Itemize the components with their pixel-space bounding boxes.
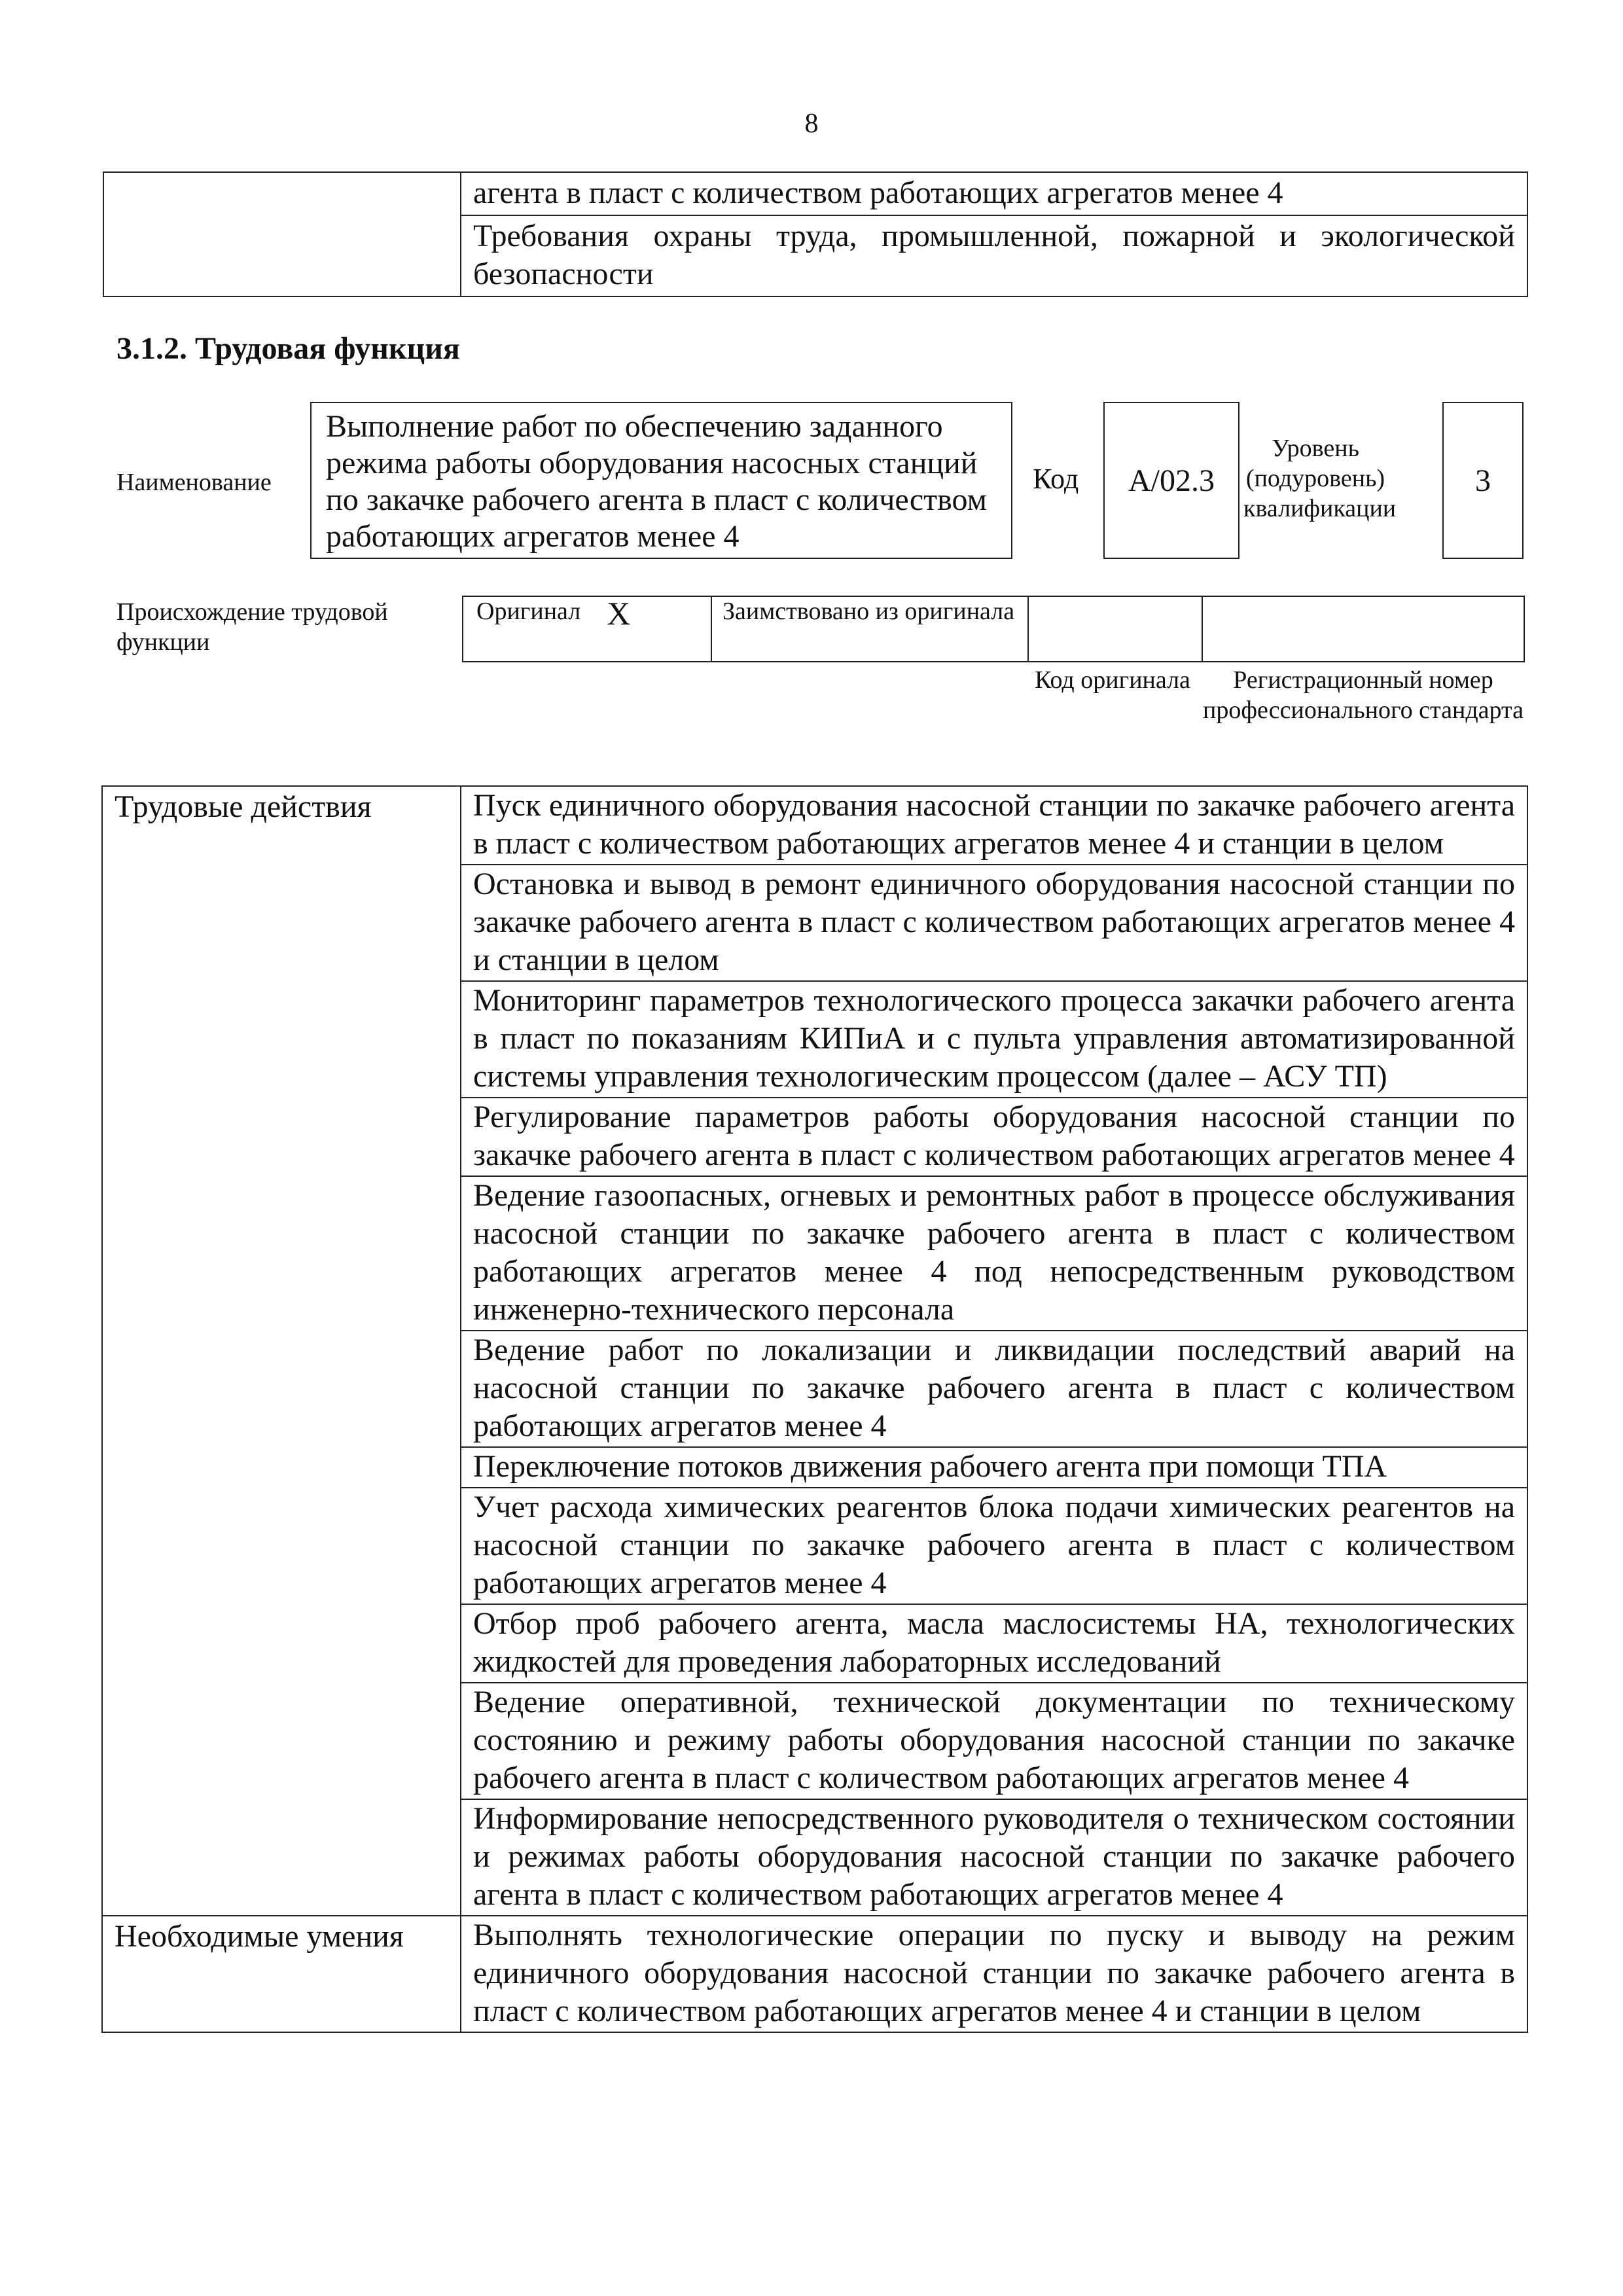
table-row [102, 1916, 1527, 2032]
section-heading: 3.1.2. Трудовая функция [116, 331, 460, 366]
page-number: 8 [804, 109, 819, 139]
labor-action-item: Мониторинг параметров технологического процесса закачки рабочего агента в пласт по показаниям КИПиА и с пульта управления автоматизированной системы управления технологическим процессом (далее – АСУ ТП) [461, 981, 1527, 1098]
original-label: Оригинал [476, 598, 581, 625]
labor-action-item: Переключение потоков движения рабочего агента при помощи ТПА [461, 1447, 1527, 1488]
empty-cell [103, 172, 461, 296]
labor-action-item: Регулирование параметров работы оборудования насосной станции по закачке рабочего агента в пласт с количеством работающих агрегатов менее 4 [461, 1098, 1527, 1176]
qualification-level-label: Уровень (подуровень) квалификации [1243, 435, 1397, 522]
labor-action-item: Отбор проб рабочего агента, масла маслосистемы НА, технологических жидкостей для проведения лабораторных исследований [461, 1604, 1527, 1683]
origin-table [462, 596, 1525, 662]
labor-action-item: Ведение газоопасных, огневых и ремонтных работ в процессе обслуживания насосной станции по закачке рабочего агента в пласт с количеством работающих агрегатов менее 4 под непосредственным руководством инженерно-технического персонала [461, 1176, 1527, 1331]
continuation-table [103, 171, 1528, 297]
original-cell [463, 596, 711, 662]
name-label: Наименование [116, 469, 272, 496]
code-box: А/02.3 [1103, 402, 1240, 559]
original-mark: X [607, 595, 631, 632]
qualification-level-box: 3 [1442, 402, 1524, 559]
labor-action-item: Учет расхода химических реагентов блока подачи химических реагентов на насосной станции по закачке рабочего агента в пласт с количеством работающих агрегатов менее 4 [461, 1488, 1527, 1604]
skills-label: Необходимые умения [102, 1916, 461, 2032]
function-name-box: Выполнение работ по обеспечению заданного режима работы оборудования насосных станций по закачке рабочего агента в пласт с количеством работающих агрегатов менее 4 [310, 402, 1012, 559]
main-table [101, 785, 1528, 2033]
labor-actions-label: Трудовые действия [102, 786, 461, 1916]
labor-action-item: Информирование непосредственного руководителя о техническом состоянии и режимах работы оборудования насосной станции по закачке рабочего агента в пласт с количеством работающих агрегатов менее 4 [461, 1799, 1527, 1916]
labor-action-item: Пуск единичного оборудования насосной станции по закачке рабочего агента в пласт с количеством работающих агрегатов менее 4 и станции в целом [461, 786, 1527, 865]
origin-label: Происхождение трудовой функции [116, 598, 388, 656]
table-cell: агента в пласт с количеством работающих агрегатов менее 4 [461, 172, 1527, 215]
borrowed-label: Заимствовано из оригинала [711, 596, 1028, 662]
table-row [102, 786, 1527, 865]
labor-action-item: Ведение оперативной, технической документации по техническому состоянию и режиму работы оборудования насосной станции по закачке рабочего агента в пласт с количеством работающих агрегатов менее 4 [461, 1683, 1527, 1799]
reg-number-label: Регистрационный номер профессионального стандарта [1203, 666, 1524, 724]
code-label: Код [1033, 463, 1079, 495]
table-cell: Требования охраны труда, промышленной, пожарной и экологической безопасности [461, 215, 1527, 296]
skill-item: Выполнять технологические операции по пуску и выводу на режим единичного оборудования насосной станции по закачке рабочего агента в пласт с количеством работающих агрегатов менее 4 и станции в целом [461, 1916, 1527, 2032]
labor-action-item: Ведение работ по локализации и ликвидации последствий аварий на насосной станции по закачке рабочего агента в пласт с количеством работающих агрегатов менее 4 [461, 1331, 1527, 1447]
labor-action-item: Остановка и вывод в ремонт единичного оборудования насосной станции по закачке рабочего агента в пласт с количеством работающих агрегатов менее 4 и станции в целом [461, 865, 1527, 981]
reg-number-cell [1202, 596, 1524, 662]
table-row [103, 172, 1527, 215]
table-row [463, 596, 1524, 662]
original-code-cell [1028, 596, 1202, 662]
original-code-label: Код оригинала [1035, 666, 1190, 694]
